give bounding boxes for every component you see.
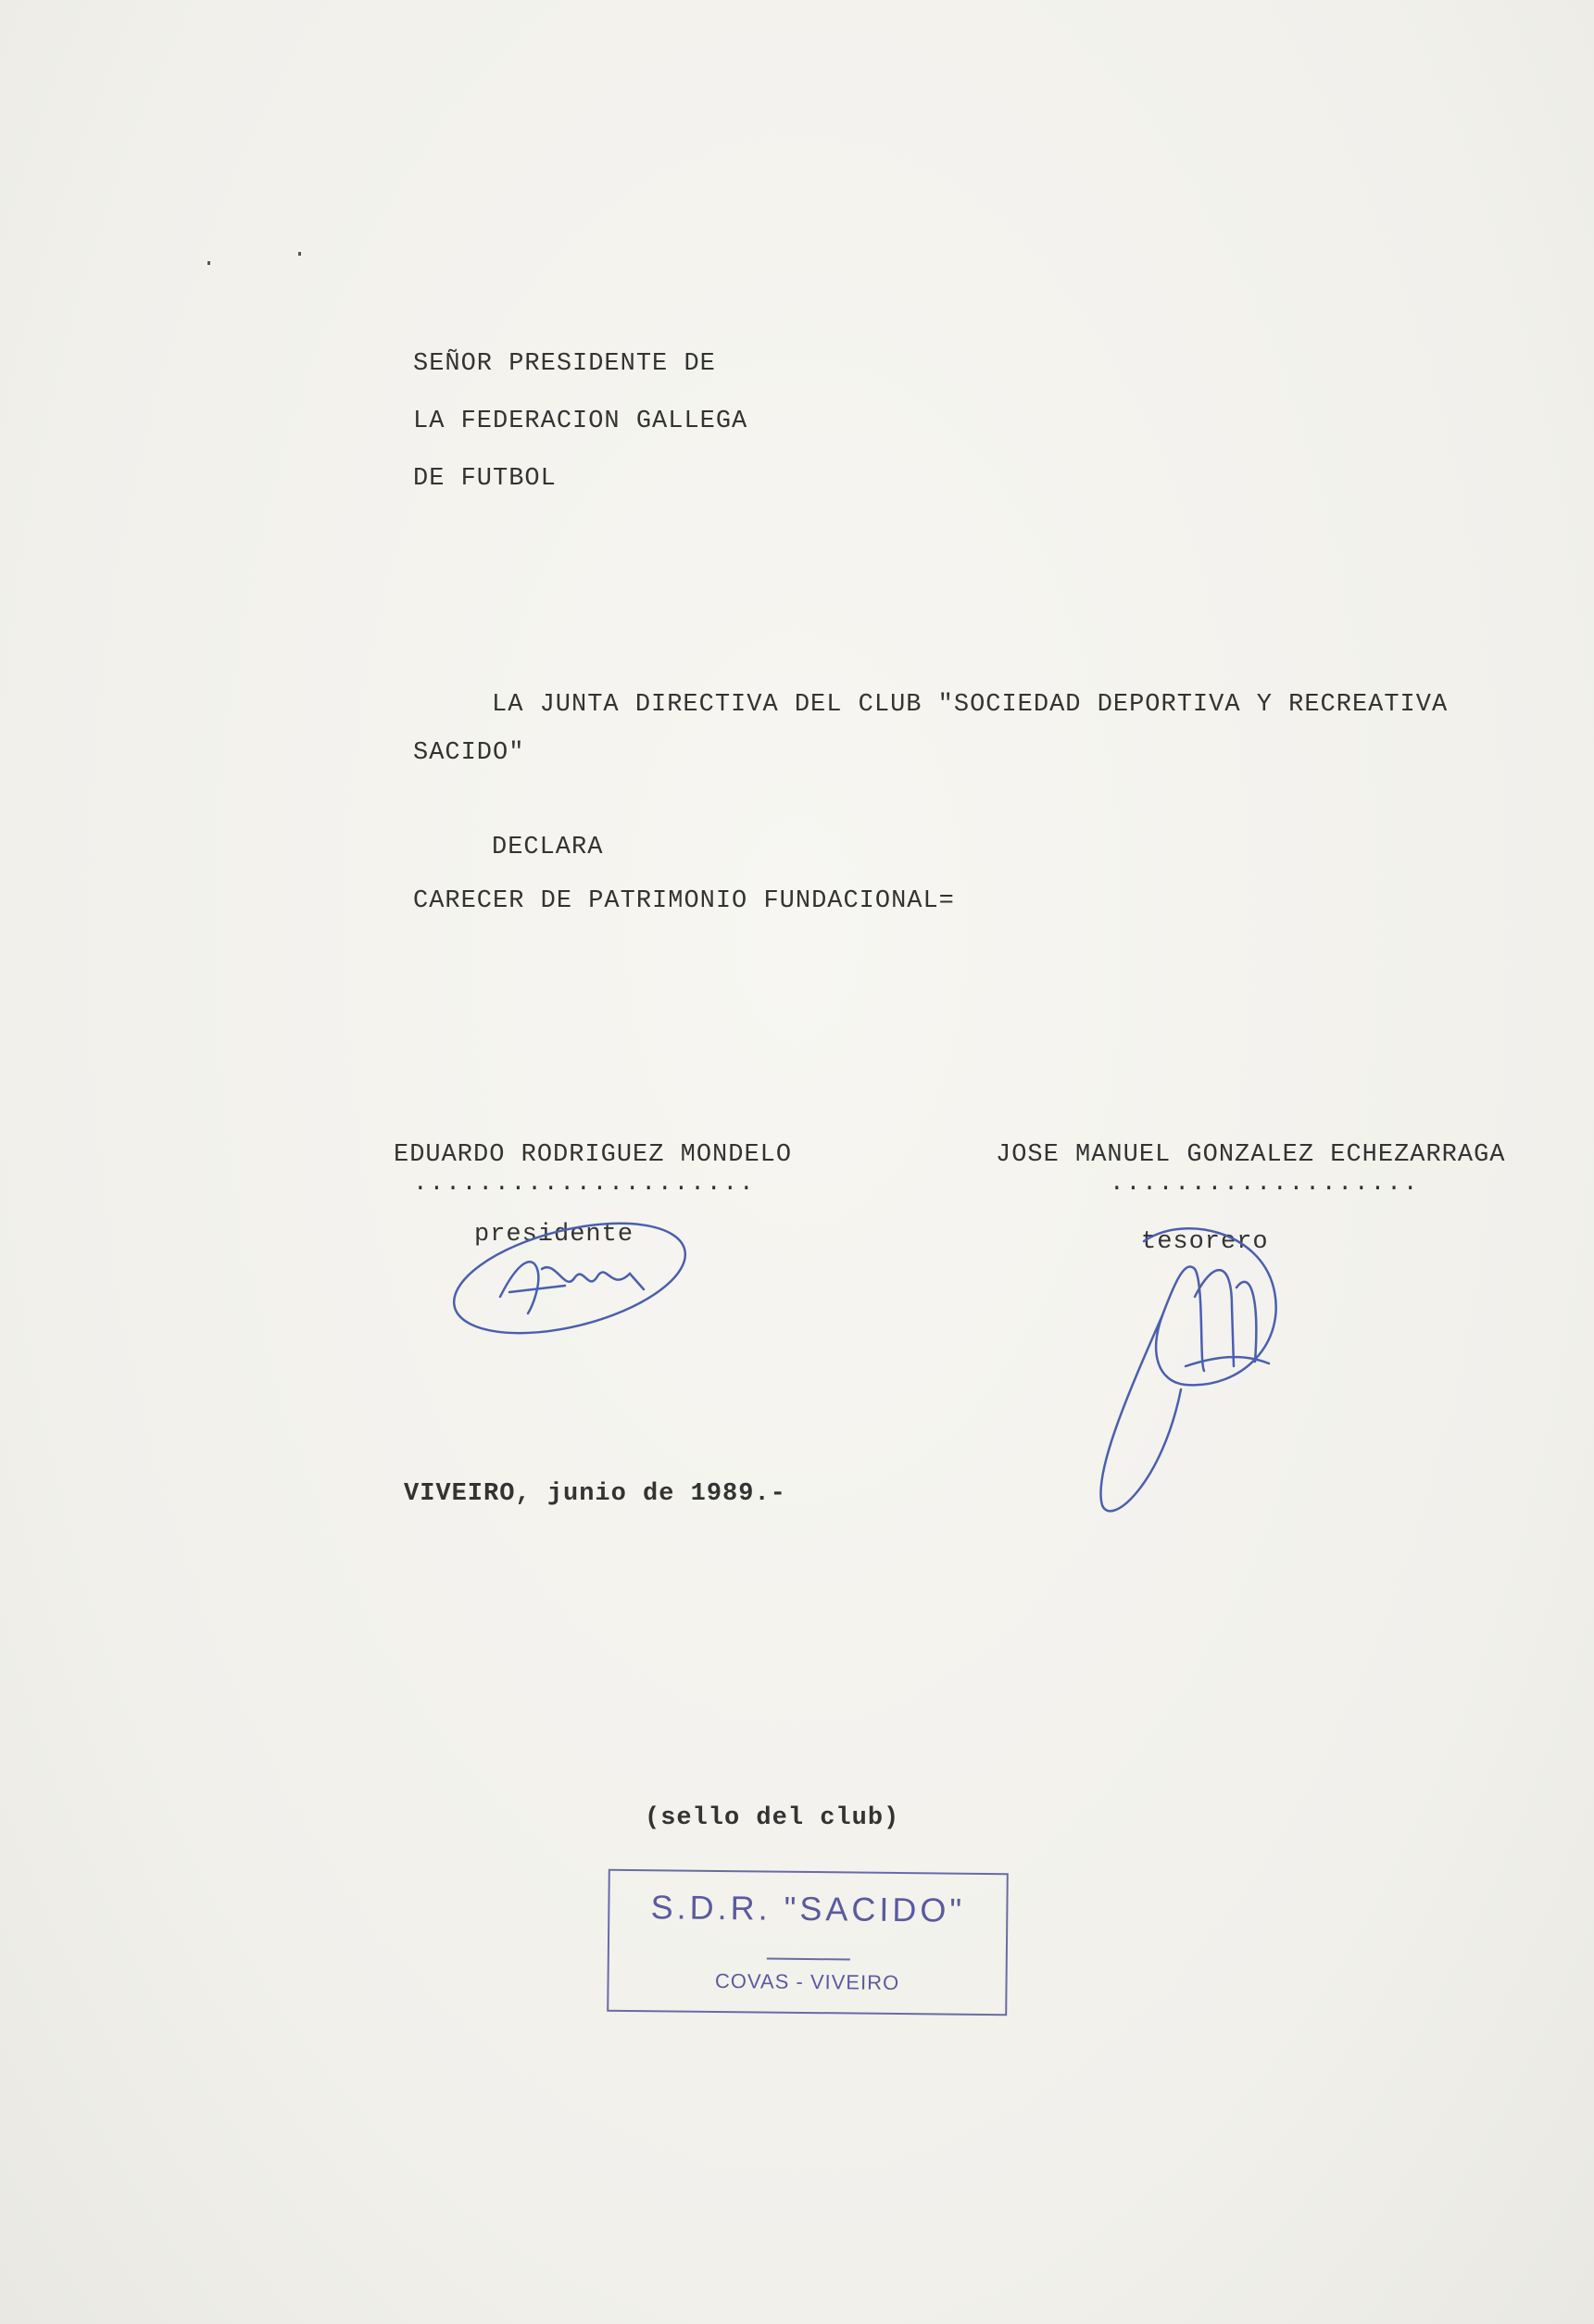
signature-president (445, 1204, 695, 1352)
stamp-subtitle: COVAS - VIVEIRO (714, 1968, 900, 1995)
scan-speck (298, 252, 301, 256)
signatory-right-role: tesorero (1141, 1228, 1269, 1256)
body-paragraph-line-1: LA JUNTA DIRECTIVA DEL CLUB "SOCIEDAD DEPORTIVA Y RECREATIVA (492, 691, 1449, 719)
seal-caption: (sello del club) (645, 1804, 900, 1832)
signatory-left-name: EDUARDO RODRIGUEZ MONDELO (394, 1141, 793, 1169)
addressee-line-1: SEÑOR PRESIDENTE DE (413, 350, 716, 378)
addressee-line-3: DE FUTBOL (413, 465, 557, 493)
declara-heading: DECLARA (492, 834, 604, 861)
stamp-divider (767, 1958, 850, 1961)
body-paragraph-line-2: SACIDO" (413, 739, 525, 767)
signatory-right-name: JOSE MANUEL GONZALEZ ECHEZARRAGA (996, 1141, 1506, 1169)
place-and-date: VIVEIRO, junio de 1989.- (404, 1480, 786, 1508)
declaration-statement: CARECER DE PATRIMONIO FUNDACIONAL= (413, 887, 955, 915)
club-stamp (607, 1869, 1009, 2016)
signature-line-left: ..................... (413, 1169, 756, 1197)
scan-speck (207, 261, 210, 265)
signatory-left-role: presidente (474, 1221, 634, 1249)
addressee-line-2: LA FEDERACION GALLEGA (413, 408, 748, 435)
stamp-title: S.D.R. "SACIDO" (650, 1888, 966, 1929)
signature-line-right: ................... (1110, 1169, 1420, 1197)
signature-treasurer (1074, 1204, 1297, 1519)
